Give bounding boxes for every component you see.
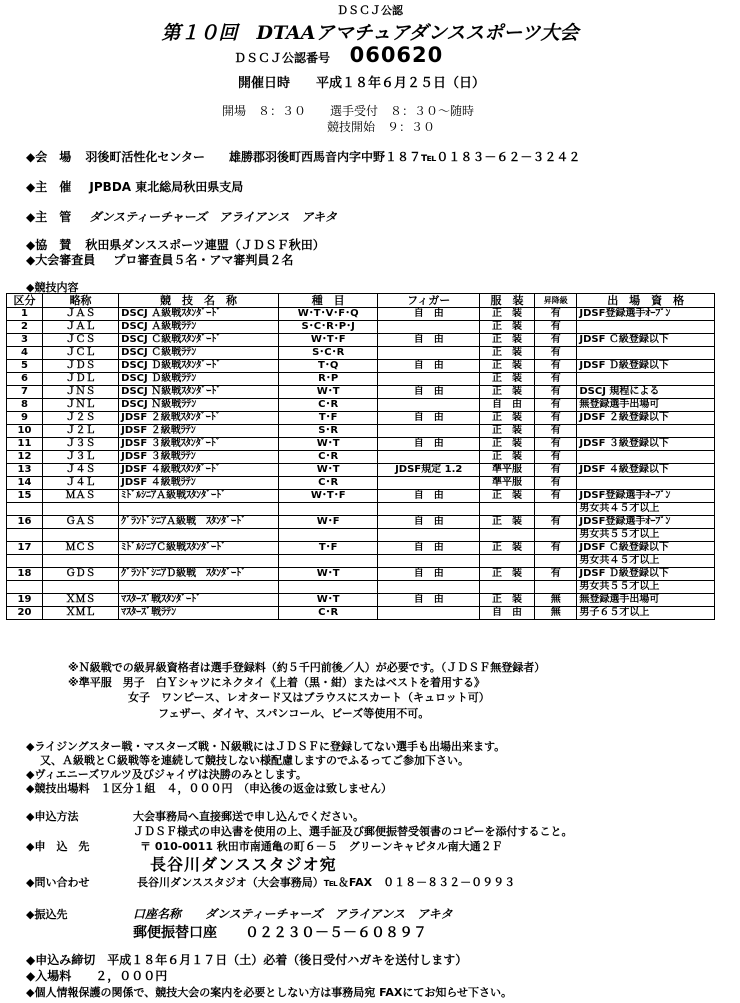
- abbrev-cell: ＸＭＳ: [42, 594, 118, 607]
- header-cell: 昇降級: [535, 294, 577, 308]
- table-row: [7, 516, 715, 529]
- event-name-cell: JDSF ２級戦ｽﾀﾝﾀﾞｰﾄﾞ: [119, 412, 279, 425]
- abbrev-cell: [42, 581, 118, 594]
- deadline: ◆申込み締切 平成１８年６月１７日（土）必着（後日受付ハガキを送付します）: [26, 953, 468, 967]
- figure-cell: 自 由: [378, 438, 480, 451]
- abbrev-cell: ＪＡＬ: [42, 321, 118, 334]
- event-name-cell: JDSF ２級戦ﾗﾃﾝ: [119, 425, 279, 438]
- dances-cell: S･C･R: [278, 347, 377, 360]
- dances-cell: [278, 503, 377, 516]
- info-text: 秋田県ダンススポーツ連盟（ＪＤＳＦ秋田）: [85, 238, 325, 252]
- note-line: ※Ｎ級戦での級昇級資格者は選手登録料（約５千円前後／人）が必要です。（ＪＤＳＦ無登録者）: [68, 661, 546, 674]
- event-name-cell: ｸﾞﾗﾝﾄﾞｼﾆｱＡ級戦 ｽﾀﾝﾀﾞｰﾄﾞ: [119, 516, 279, 529]
- dances-cell: W･T: [278, 594, 377, 607]
- table-row: [7, 477, 715, 490]
- event-name-cell: JDSF ４級戦ｽﾀﾝﾀﾞｰﾄﾞ: [119, 464, 279, 477]
- figure-cell: [378, 425, 480, 438]
- figure-cell: [378, 555, 480, 568]
- figure-cell: [378, 503, 480, 516]
- abbrev-cell: ＧＡＳ: [42, 516, 118, 529]
- attire-cell: 準平服: [480, 464, 535, 477]
- eligibility-cell: [577, 347, 715, 360]
- division-cell: 9: [7, 412, 43, 425]
- eligibility-cell: 男女共４５才以上: [577, 503, 715, 516]
- eligibility-cell: JDSF ３級登録以下: [577, 438, 715, 451]
- figure-cell: 自 由: [378, 594, 480, 607]
- eligibility-cell: 男女共４５才以上: [577, 555, 715, 568]
- abbrev-cell: [42, 529, 118, 542]
- grade-change-cell: 有: [535, 412, 577, 425]
- eligibility-cell: JDSF Ｃ級登録以下: [577, 542, 715, 555]
- transfer-label: ◆振込先: [26, 908, 68, 921]
- note-line: フェザー、ダイヤ、スパンコール、ビーズ等使用不可。: [158, 707, 430, 720]
- division-cell: 2: [7, 321, 43, 334]
- grade-change-cell: 有: [535, 386, 577, 399]
- header-cell: 競 技 名 称: [119, 294, 279, 308]
- table-row: [7, 321, 715, 334]
- eligibility-cell: JDSF登録選手ｵｰﾌﾟﾝ: [577, 490, 715, 503]
- dances-cell: S･C･R･P･J: [278, 321, 377, 334]
- division-cell: 15: [7, 490, 43, 503]
- division-cell: 4: [7, 347, 43, 360]
- table-row: [7, 347, 715, 360]
- attire-cell: 正 装: [480, 386, 535, 399]
- event-name-cell: [119, 555, 279, 568]
- event-name-cell: DSCJ Ａ級戦ﾗﾃﾝ: [119, 321, 279, 334]
- eligibility-cell: JDSF Ｄ級登録以下: [577, 360, 715, 373]
- figure-cell: 自 由: [378, 490, 480, 503]
- sanction-number-label: ＤＳＣＪ公認番号: [234, 51, 331, 65]
- info-text: ダンスティーチャーズ アライアンス アキタ: [89, 210, 337, 224]
- grade-change-cell: 有: [535, 360, 577, 373]
- abbrev-cell: ＸＭＬ: [42, 607, 118, 620]
- figure-cell: 自 由: [378, 568, 480, 581]
- grade-change-cell: [535, 529, 577, 542]
- figure-cell: [378, 399, 480, 412]
- apply-address: 〒 010-0011 秋田市南通亀の町６－５ グリーンキャピタル南大通２Ｆ: [140, 840, 503, 853]
- info-judges: [26, 251, 293, 268]
- grade-change-cell: 有: [535, 464, 577, 477]
- division-cell: 8: [7, 399, 43, 412]
- event-name-cell: ﾏｽﾀｰｽﾞ戦ｽﾀﾝﾀﾞｰﾄﾞ: [119, 594, 279, 607]
- division-cell: 7: [7, 386, 43, 399]
- table-row: [7, 581, 715, 594]
- table-row: [7, 308, 715, 321]
- division-cell: 20: [7, 607, 43, 620]
- sanction-number: 060620: [349, 43, 444, 67]
- event-name-cell: DSCJ Ｄ級戦ｽﾀﾝﾀﾞｰﾄﾞ: [119, 360, 279, 373]
- event-name-cell: [119, 581, 279, 594]
- grade-change-cell: [535, 555, 577, 568]
- open-time: 開場 ８：３０ 選手受付 ８：３０～随時: [222, 104, 475, 118]
- table-header-row: [7, 294, 715, 308]
- event-name-cell: [119, 529, 279, 542]
- eligibility-cell: 無登録選手出場可: [577, 399, 715, 412]
- attire-cell: 正 装: [480, 321, 535, 334]
- contact-label: ◆問い合わせ: [26, 876, 90, 889]
- header-cell: 略称: [42, 294, 118, 308]
- attire-cell: 正 装: [480, 308, 535, 321]
- dances-cell: C･R: [278, 607, 377, 620]
- attire-cell: 正 装: [480, 568, 535, 581]
- attire-cell: 正 装: [480, 373, 535, 386]
- figure-cell: 自 由: [378, 334, 480, 347]
- eligibility-cell: [577, 373, 715, 386]
- dances-cell: W･T: [278, 464, 377, 477]
- attire-cell: 自 由: [480, 399, 535, 412]
- event-name-cell: DSCJ Ｃ級戦ｽﾀﾝﾀﾞｰﾄﾞ: [119, 334, 279, 347]
- event-name-cell: ｸﾞﾗﾝﾄﾞｼﾆｱＤ級戦 ｽﾀﾝﾀﾞｰﾄﾞ: [119, 568, 279, 581]
- info-text: 羽後町活性化センター 雄勝郡羽後町西馬音内字中野１８７℡０１８３－６２－３２４２: [85, 150, 581, 164]
- abbrev-cell: ＪＣＳ: [42, 334, 118, 347]
- dances-cell: T･F: [278, 542, 377, 555]
- event-name-cell: ﾏｽﾀｰｽﾞ戦ﾗﾃﾝ: [119, 607, 279, 620]
- rule-line: ◆ヴィエニーズワルツ及びジャイヴは決勝のみとします。: [26, 768, 307, 781]
- dances-cell: W･T･F: [278, 490, 377, 503]
- grade-change-cell: 有: [535, 516, 577, 529]
- figure-cell: 自 由: [378, 516, 480, 529]
- abbrev-cell: [42, 503, 118, 516]
- dances-cell: W･T･F: [278, 334, 377, 347]
- division-cell: 17: [7, 542, 43, 555]
- table-row: [7, 542, 715, 555]
- note-line: ※準平服 男子 白Ｙシャツにネクタイ《上着（黒・紺）またはベストを着用する》: [68, 676, 486, 689]
- division-cell: 14: [7, 477, 43, 490]
- rule-line: 又、Ａ級戦とＣ級戦等を連続して競技しない様配慮しますのでふるってご参加下さい。: [40, 754, 469, 767]
- info-host: [26, 208, 337, 225]
- abbrev-cell: Ｊ２Ｌ: [42, 425, 118, 438]
- figure-cell: [378, 581, 480, 594]
- figure-cell: 自 由: [378, 542, 480, 555]
- event-name-cell: [119, 503, 279, 516]
- table-row: [7, 399, 715, 412]
- dances-cell: T･F: [278, 412, 377, 425]
- abbrev-cell: ＪＤＳ: [42, 360, 118, 373]
- event-name-cell: DSCJ Ｄ級戦ﾗﾃﾝ: [119, 373, 279, 386]
- figure-cell: [378, 347, 480, 360]
- rule-line: ◆ライジングスター戦・マスターズ戦・Ｎ級戦にはＪＤＳＦに登録してない選手も出場出来ます。: [26, 740, 506, 753]
- dances-cell: S･R: [278, 425, 377, 438]
- info-text: プロ審査員５名・アマ審判員２名: [113, 253, 294, 267]
- table-row: [7, 555, 715, 568]
- table-row: [7, 451, 715, 464]
- eligibility-cell: 男子６５才以上: [577, 607, 715, 620]
- grade-change-cell: 無: [535, 607, 577, 620]
- figure-cell: 自 由: [378, 360, 480, 373]
- admission-fee: ◆入場料 ２，０００円: [26, 969, 168, 983]
- grade-change-cell: 有: [535, 334, 577, 347]
- info-label: ◆大会審査員: [26, 253, 96, 267]
- attire-cell: [480, 555, 535, 568]
- eligibility-cell: [577, 451, 715, 464]
- figure-cell: JDSF規定 1.2: [378, 464, 480, 477]
- account-name: 口座名称 ダンスティーチャーズ アライアンス アキタ: [133, 907, 453, 921]
- table-row: [7, 529, 715, 542]
- dances-cell: W･T: [278, 438, 377, 451]
- header-cell: 区分: [7, 294, 43, 308]
- dances-cell: [278, 555, 377, 568]
- eligibility-cell: JDSF ４級登録以下: [577, 464, 715, 477]
- figure-cell: 自 由: [378, 386, 480, 399]
- attire-cell: 正 装: [480, 438, 535, 451]
- abbrev-cell: Ｊ２Ｓ: [42, 412, 118, 425]
- abbrev-cell: ＪＤＬ: [42, 373, 118, 386]
- dances-cell: C･R: [278, 477, 377, 490]
- dances-cell: W･T: [278, 386, 377, 399]
- attire-cell: [480, 529, 535, 542]
- contact-info: 長谷川ダンススタジオ（大会事務局）℡＆FAX ０１８－８３２－０９９３: [137, 876, 516, 889]
- division-cell: 3: [7, 334, 43, 347]
- event-name-cell: JDSF ４級戦ﾗﾃﾝ: [119, 477, 279, 490]
- abbrev-cell: ＭＣＳ: [42, 542, 118, 555]
- studio-stamp: 長谷川ダンススタジオ宛: [150, 855, 337, 874]
- dances-cell: W･F: [278, 516, 377, 529]
- figure-cell: [378, 321, 480, 334]
- info-organizer: [26, 178, 243, 195]
- attire-cell: 正 装: [480, 334, 535, 347]
- eligibility-cell: JDSF登録選手ｵｰﾌﾟﾝ: [577, 308, 715, 321]
- attire-cell: 正 装: [480, 516, 535, 529]
- table-row: [7, 503, 715, 516]
- apply-address-label: ◆申 込 先: [26, 840, 90, 853]
- grade-change-cell: 有: [535, 347, 577, 360]
- grade-change-cell: 有: [535, 425, 577, 438]
- note-line: 女子 ワンピース、レオタード又はブラウスにスカート（キュロット可）: [128, 691, 490, 704]
- grade-change-cell: 有: [535, 542, 577, 555]
- abbrev-cell: Ｊ４Ｓ: [42, 464, 118, 477]
- division-cell: [7, 503, 43, 516]
- event-name-cell: JDSF ３級戦ｽﾀﾝﾀﾞｰﾄﾞ: [119, 438, 279, 451]
- table-row: [7, 386, 715, 399]
- division-cell: 16: [7, 516, 43, 529]
- event-name-cell: DSCJ Ａ級戦ｽﾀﾝﾀﾞｰﾄﾞ: [119, 308, 279, 321]
- grade-change-cell: [535, 503, 577, 516]
- info-label: ◆主 管: [26, 210, 72, 224]
- division-cell: 10: [7, 425, 43, 438]
- figure-cell: [378, 529, 480, 542]
- grade-change-cell: 有: [535, 490, 577, 503]
- attire-cell: 正 装: [480, 451, 535, 464]
- eligibility-cell: [577, 425, 715, 438]
- grade-change-cell: 有: [535, 308, 577, 321]
- sanction-number-row: [234, 43, 443, 67]
- division-cell: 1: [7, 308, 43, 321]
- apply-method-line: 大会事務局へ直接郵送で申し込んでください。: [133, 810, 364, 823]
- attire-cell: 正 装: [480, 412, 535, 425]
- abbrev-cell: ＧＤＳ: [42, 568, 118, 581]
- attire-cell: 正 装: [480, 542, 535, 555]
- table-row: [7, 490, 715, 503]
- table-row: [7, 360, 715, 373]
- abbrev-cell: ＪＣＬ: [42, 347, 118, 360]
- event-name-cell: DSCJ Ｎ級戦ﾗﾃﾝ: [119, 399, 279, 412]
- table-row: [7, 334, 715, 347]
- eligibility-cell: 男女共５５才以上: [577, 529, 715, 542]
- division-cell: 11: [7, 438, 43, 451]
- event-name-cell: JDSF ３級戦ﾗﾃﾝ: [119, 451, 279, 464]
- event-name-cell: DSCJ Ｃ級戦ﾗﾃﾝ: [119, 347, 279, 360]
- attire-cell: [480, 581, 535, 594]
- apply-method-label: ◆申込方法: [26, 810, 79, 823]
- apply-method-line: ＪＤＳＦ様式の申込書を使用の上、選手証及び郵便振替受領書のコピーを添付すること。: [133, 825, 573, 838]
- dances-cell: [278, 529, 377, 542]
- event-title: 第１０回 DTAAアマチュアダンススポーツ大会: [161, 22, 579, 44]
- abbrev-cell: ＭＡＳ: [42, 490, 118, 503]
- division-cell: [7, 555, 43, 568]
- eligibility-cell: JDSF ２級登録以下: [577, 412, 715, 425]
- eligibility-cell: JDSF登録選手ｵｰﾌﾟﾝ: [577, 516, 715, 529]
- division-cell: 5: [7, 360, 43, 373]
- grade-change-cell: [535, 581, 577, 594]
- info-label: ◆協 賛: [26, 238, 72, 252]
- attire-cell: 準平服: [480, 477, 535, 490]
- header-cell: 出 場 資 格: [577, 294, 715, 308]
- eligibility-cell: 男女共５５才以上: [577, 581, 715, 594]
- dances-cell: R･P: [278, 373, 377, 386]
- competition-table: [6, 293, 715, 620]
- table-row: [7, 373, 715, 386]
- abbrev-cell: Ｊ４Ｌ: [42, 477, 118, 490]
- header-cell: 服 装: [480, 294, 535, 308]
- eligibility-cell: DSCJ 規程による: [577, 386, 715, 399]
- event-name-cell: DSCJ Ｎ級戦ｽﾀﾝﾀﾞｰﾄﾞ: [119, 386, 279, 399]
- dances-cell: C･R: [278, 451, 377, 464]
- table-row: [7, 438, 715, 451]
- dances-cell: C･R: [278, 399, 377, 412]
- account-number: 郵便振替口座 ０２２３０－５－６０８９７: [133, 925, 427, 941]
- table-row: [7, 594, 715, 607]
- abbrev-cell: ＪＡＳ: [42, 308, 118, 321]
- division-cell: [7, 581, 43, 594]
- dances-cell: T･Q: [278, 360, 377, 373]
- table-row: [7, 607, 715, 620]
- event-name-cell: ﾐﾄﾞﾙｼﾆｱＡ級戦ｽﾀﾝﾀﾞｰﾄﾞ: [119, 490, 279, 503]
- grade-change-cell: 有: [535, 568, 577, 581]
- eligibility-cell: [577, 321, 715, 334]
- division-cell: 19: [7, 594, 43, 607]
- grade-change-cell: 有: [535, 373, 577, 386]
- grade-change-cell: 有: [535, 438, 577, 451]
- info-text: JPBDA 東北総局秋田県支局: [89, 180, 244, 194]
- grade-change-cell: 有: [535, 399, 577, 412]
- attire-cell: 正 装: [480, 360, 535, 373]
- privacy-note: ◆個人情報保護の関係で、競技大会の案内を必要としない方は事務局宛 FAXにてお知らせ下さい。: [26, 986, 512, 999]
- abbrev-cell: ＪＮＳ: [42, 386, 118, 399]
- eligibility-cell: [577, 477, 715, 490]
- table-row: [7, 464, 715, 477]
- info-venue: [26, 148, 580, 165]
- division-cell: [7, 529, 43, 542]
- figure-cell: 自 由: [378, 308, 480, 321]
- attire-cell: 正 装: [480, 594, 535, 607]
- division-cell: 6: [7, 373, 43, 386]
- table-row: [7, 425, 715, 438]
- dances-cell: W･T: [278, 568, 377, 581]
- figure-cell: [378, 373, 480, 386]
- grade-change-cell: 無: [535, 594, 577, 607]
- eligibility-cell: 無登録選手出場可: [577, 594, 715, 607]
- grade-change-cell: 有: [535, 477, 577, 490]
- info-competition-label: ◆競技内容: [26, 281, 79, 294]
- table-row: [7, 412, 715, 425]
- division-cell: 12: [7, 451, 43, 464]
- abbrev-cell: Ｊ３Ｌ: [42, 451, 118, 464]
- start-time: 競技開始 ９：３０: [327, 120, 436, 134]
- info-label: ◆会 場: [26, 150, 72, 164]
- figure-cell: [378, 451, 480, 464]
- division-cell: 13: [7, 464, 43, 477]
- table-row: [7, 568, 715, 581]
- grade-change-cell: 有: [535, 451, 577, 464]
- dances-cell: [278, 581, 377, 594]
- rule-line: ◆競技出場料 １区分１組 ４，０００円 （申込後の返金は致しません）: [26, 782, 392, 795]
- dances-cell: W･T･V･F･Q: [278, 308, 377, 321]
- abbrev-cell: Ｊ３Ｓ: [42, 438, 118, 451]
- header-cell: フィガー: [378, 294, 480, 308]
- header-cell: 種 目: [278, 294, 377, 308]
- attire-cell: 正 装: [480, 490, 535, 503]
- info-label: ◆主 催: [26, 180, 72, 194]
- division-cell: 18: [7, 568, 43, 581]
- eligibility-cell: JDSF Ｄ級登録以下: [577, 568, 715, 581]
- figure-cell: [378, 477, 480, 490]
- event-date: 開催日時 平成１８年６月２５日（日）: [238, 76, 486, 91]
- figure-cell: [378, 607, 480, 620]
- attire-cell: 正 装: [480, 347, 535, 360]
- attire-cell: [480, 503, 535, 516]
- attire-cell: 正 装: [480, 425, 535, 438]
- event-name-cell: ﾐﾄﾞﾙｼﾆｱＣ級戦ｽﾀﾝﾀﾞｰﾄﾞ: [119, 542, 279, 555]
- figure-cell: 自 由: [378, 412, 480, 425]
- abbrev-cell: ＪＮＬ: [42, 399, 118, 412]
- eligibility-cell: JDSF Ｃ級登録以下: [577, 334, 715, 347]
- abbrev-cell: [42, 555, 118, 568]
- grade-change-cell: 有: [535, 321, 577, 334]
- sanction-label: ＤＳＣＪ公認: [337, 4, 403, 17]
- attire-cell: 自 由: [480, 607, 535, 620]
